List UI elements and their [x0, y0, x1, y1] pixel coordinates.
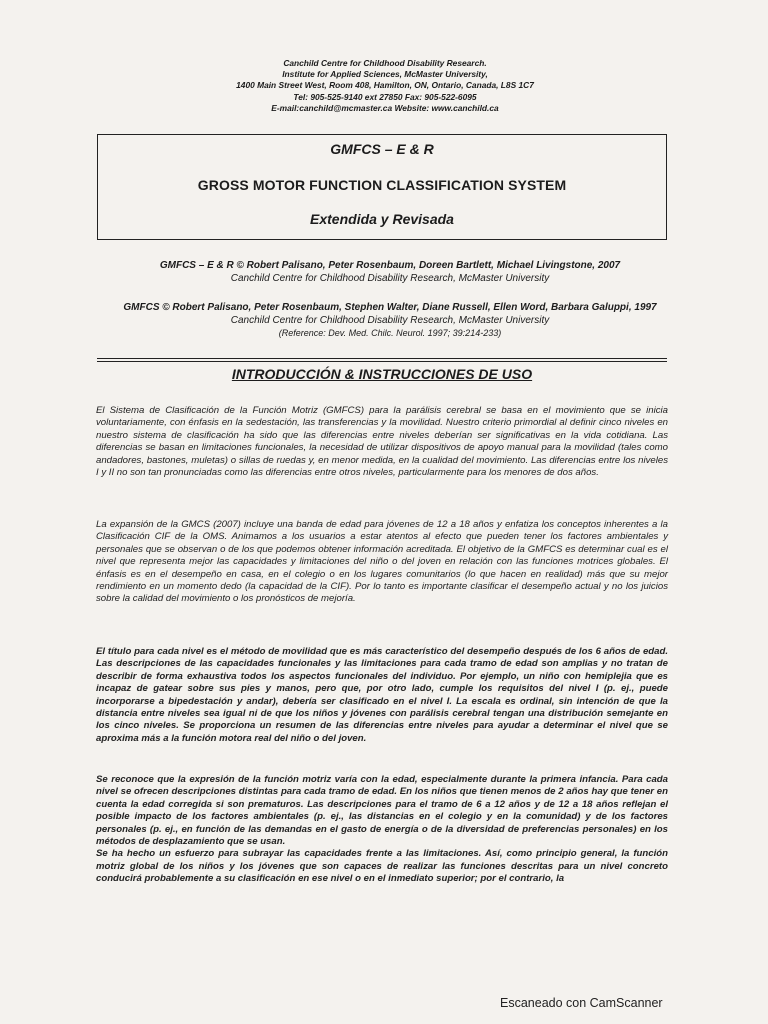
section-divider-top: [97, 358, 667, 359]
paragraph-2-text: La expansión de la GMCS (2007) incluye una banda de edad para jóvenes de 12 a 18 años y enfatiza los conceptos inherentes a la Clasificación CIF de la OMS. Animamos a los usuarios a estar atentos al efecto que pueden tener los factores ambientales y personales que se observan o de los que podemos obtener información acreditada. El objetivo de la GMFCS es determinar cual es el nivel que representa mejor las capacidades y limitaciones del niño o del joven en relación con las funciones motrices globales. El énfasis es en el desempeño en casa, en el colegio o en los lugares comunitarios (lo que hacen en realidad) más que su mejor rendimiento en un momento dedo (la capacidad de la CIF). Por lo tanto es importante clasificar el desempeño actual y no los juicios sobre la calidad del movimiento o los pronósticos de mejoría.: [96, 519, 668, 605]
paragraph-4: [96, 774, 668, 886]
paragraph-1-text: El Sistema de Clasificación de la Función Motriz (GMFCS) para la parálisis cerebral se basa en el movimiento que se inicia voluntariamente, con énfasis en la sedestación, las transferencias y la movilidad. Nuestro criterio primordial al definir cinco niveles en nuestro sistema de clasificación ha sido que las diferencias entre niveles deberían ser significativas en la vida cotidiana. Las diferencias se basan en limitaciones funcionales, la necesidad de utilizar dispositivos de apoyo manual para la movilidad (tales como andadores, bastones, muletas) o sillas de ruedas y, en menor medida, en la cualidad del movimiento. Las diferencias entre los niveles I y II no son tan pronunciadas como las diferencias entre otros niveles, particularmente para los menores de dos años.: [96, 405, 668, 479]
title-box: [97, 134, 667, 240]
credits-original: [100, 302, 680, 340]
header-line-email: E-mail:canchild@mcmaster.ca Website: www.canchild.ca: [271, 102, 499, 113]
paragraph-4-text-a: Se reconoce que la expresión de la función motriz varía con la edad, especialmente durante la primera infancia. Para cada nivel se ofrecen descripciones distintas para cada tramo de edad. En los niños que tienen menos de 2 años hay que tener en cuenta la edad corregida si son prematuros. Las descripciones para el tramo de 6 a 12 años y de 12 a 18 años reflejan el posible impacto de los factores ambientales (p. ej., las distancias en el colegio y en la comunidad) y de los factores personales (p. ej., en función de las demandas en el gasto de energía o de la diversidad de preferencias personales) en los métodos de desplazamiento que se usan.: [96, 774, 668, 848]
title-subtitle: Extendida y Revisada: [310, 211, 454, 227]
paragraph-3-text: El título para cada nivel es el método de movilidad que es más característico del desempeño después de los 6 años de edad. Las descripciones de las capacidades funcionales y las limitaciones para cada tramo de edad son amplias y no tratan de describir de forma exhaustiva todos los aspectos funcionales del individuo. Por ejemplo, un niño con hemiplejia que es incapaz de gatear sobre sus pies y manos, pero que, por otro lado, cumple los requisitos del nivel I (p. ej., puede incorporarse a bipedestación y andar), debería ser clasificado en el nivel I. La escala es ordinal, sin intención de que la distancia entre niveles sea igual ni de que los niños y jóvenes con parálisis cerebral tengan una distribución semejante en los cinco niveles. Se proporciona un resumen de las diferencias entre niveles para ayudar a determinar el nivel que se aproxima más a la función motora real del niño o del joven.: [96, 646, 668, 744]
credits-original-authors: GMFCS © Robert Palisano, Peter Rosenbaum, Stephen Walter, Diane Russell, Ellen Word, Barbara Galuppi, 1997: [123, 302, 657, 313]
title-abbreviation: GMFCS – E & R: [330, 141, 434, 157]
header-line-institute: Institute for Applied Sciences, McMaster University,: [282, 69, 488, 80]
credits-er-org: Canchild Centre for Childhood Disability Research, McMaster University: [230, 272, 550, 284]
paragraph-3: [96, 646, 668, 745]
credits-er-authors: GMFCS – E & R © Robert Palisano, Peter Rosenbaum, Doreen Bartlett, Michael Livingstone, 2007: [159, 260, 621, 271]
credits-original-org: Canchild Centre for Childhood Disability Research, McMaster University: [230, 314, 550, 326]
header-line-org: Canchild Centre for Childhood Disability Research.: [283, 58, 487, 68]
header-line-address: 1400 Main Street West, Room 408, Hamilton, ON, Ontario, Canada, L8S 1C7: [236, 80, 534, 91]
title-full: GROSS MOTOR FUNCTION CLASSIFICATION SYSTEM: [197, 177, 567, 193]
section-title: INTRODUCCIÓN & INSTRUCCIONES DE USO: [231, 366, 533, 382]
section-divider-bottom: [97, 361, 667, 362]
institution-header: [200, 58, 570, 114]
scanner-watermark: Escaneado con CamScanner: [500, 996, 663, 1010]
paragraph-1: [96, 405, 668, 479]
header-line-phone: Tel: 905-525-9140 ext 27850 Fax: 905-522-6095: [293, 91, 477, 102]
credits-reference: (Reference: Dev. Med. Chilc. Neurol. 1997; 39:214-233): [278, 328, 502, 338]
paragraph-2: [96, 519, 668, 606]
credits-er: [100, 260, 680, 285]
paragraph-4-text-b: Se ha hecho un esfuerzo para subrayar las capacidades frente a las limitaciones. Así, como principio general, la función motriz global de los niños y los jóvenes que son capaces de realizar las funciones descritas para un nivel concreto conducirá probablemente a su clasificación en ese nivel o en el inmediato superior; por el contrario, la: [96, 848, 668, 885]
